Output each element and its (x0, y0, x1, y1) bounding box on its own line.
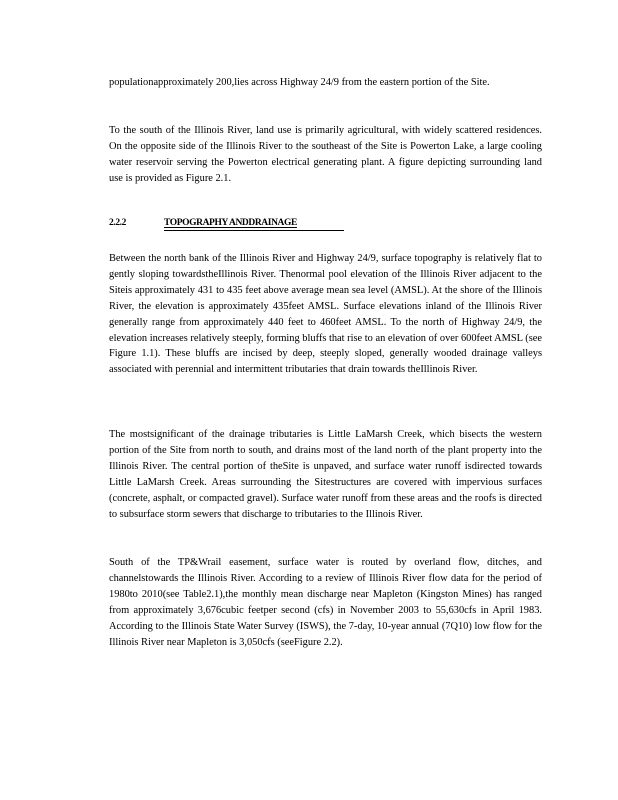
paragraph-population: populationapproximately 200,lies across Highway 24/9 from the eastern portion of the Site. (109, 77, 490, 88)
section-heading (109, 218, 344, 232)
paragraph-flow: South of the TP&Wrail easement, surface water is routed by overland flow, ditches, and channelstowards the Illinois River. According to a review of Illinois River flow data for the period of 1980to 2010(see Table2.1),the monthly mean discharge near Mapleton (Kingston Mines) has ranged from approximately 3,676cubic feetper second (cfs) in November 2003 to 55,630cfs in April 1983. According to the Illinois State Water Survey (ISWS), the 7-day, 10-year annual (7Q10) low flow for the Illinois River near Mapleton is 3,050cfs (seeFigure 2.2). (109, 557, 542, 648)
paragraph-drainage: The mostsignificant of the drainage tributaries is Little LaMarsh Creek, which bisects the western portion of the Site from north to south, and drains most of the land north of the plant property into the Illinois River. The central portion of theSite is unpaved, and surface water runoff isdirected towards Little LaMarsh Creek. Areas surrounding the Sitestructures are covered with impervious surfaces (concrete, asphalt, or compacted gravel). Surface water runoff from these areas and the roofs is directed to subsurface storm sewers that discharge to tributaries to the Illinois River. (109, 429, 542, 520)
paragraph-land-use: To the south of the Illinois River, land use is primarily agricultural, with widely scattered residences. On the opposite side of the Illinois River to the southeast of the Site is Powerton Lake, a large cooling water reservoir serving the Powerton electrical generating plant. A figure depicting surrounding land use is provided as Figure 2.1. (109, 125, 542, 184)
paragraph-topography: Between the north bank of the Illinois River and Highway 24/9, surface topography is relatively flat to gently sloping towardstheIllinois River. Thenormal pool elevation of the Illinois River adjacent to the Siteis approximately 431 to 435 feet above average mean sea level (AMSL). At the shore of the Illinois River, the elevation is approximately 435feet AMSL. Surface elevations inland of the Illinois River generally range from approximately 440 feet to 460feet AMSL. To the north of Highway 24/9, the elevation increases relatively steeply, forming bluffs that rise to an elevation of over 600feet AMSL (see Figure 1.1). These bluffs are incised by deep, steeply sloped, generally wooded drainage valleys associated with perennial and intermittent tributaries that drain towards theIllinois River. (109, 253, 542, 376)
section-title: TOPOGRAPHY ANDDRAINAGE (164, 218, 297, 228)
heading-underline (164, 230, 344, 231)
section-number: 2.2.2 (109, 218, 127, 228)
